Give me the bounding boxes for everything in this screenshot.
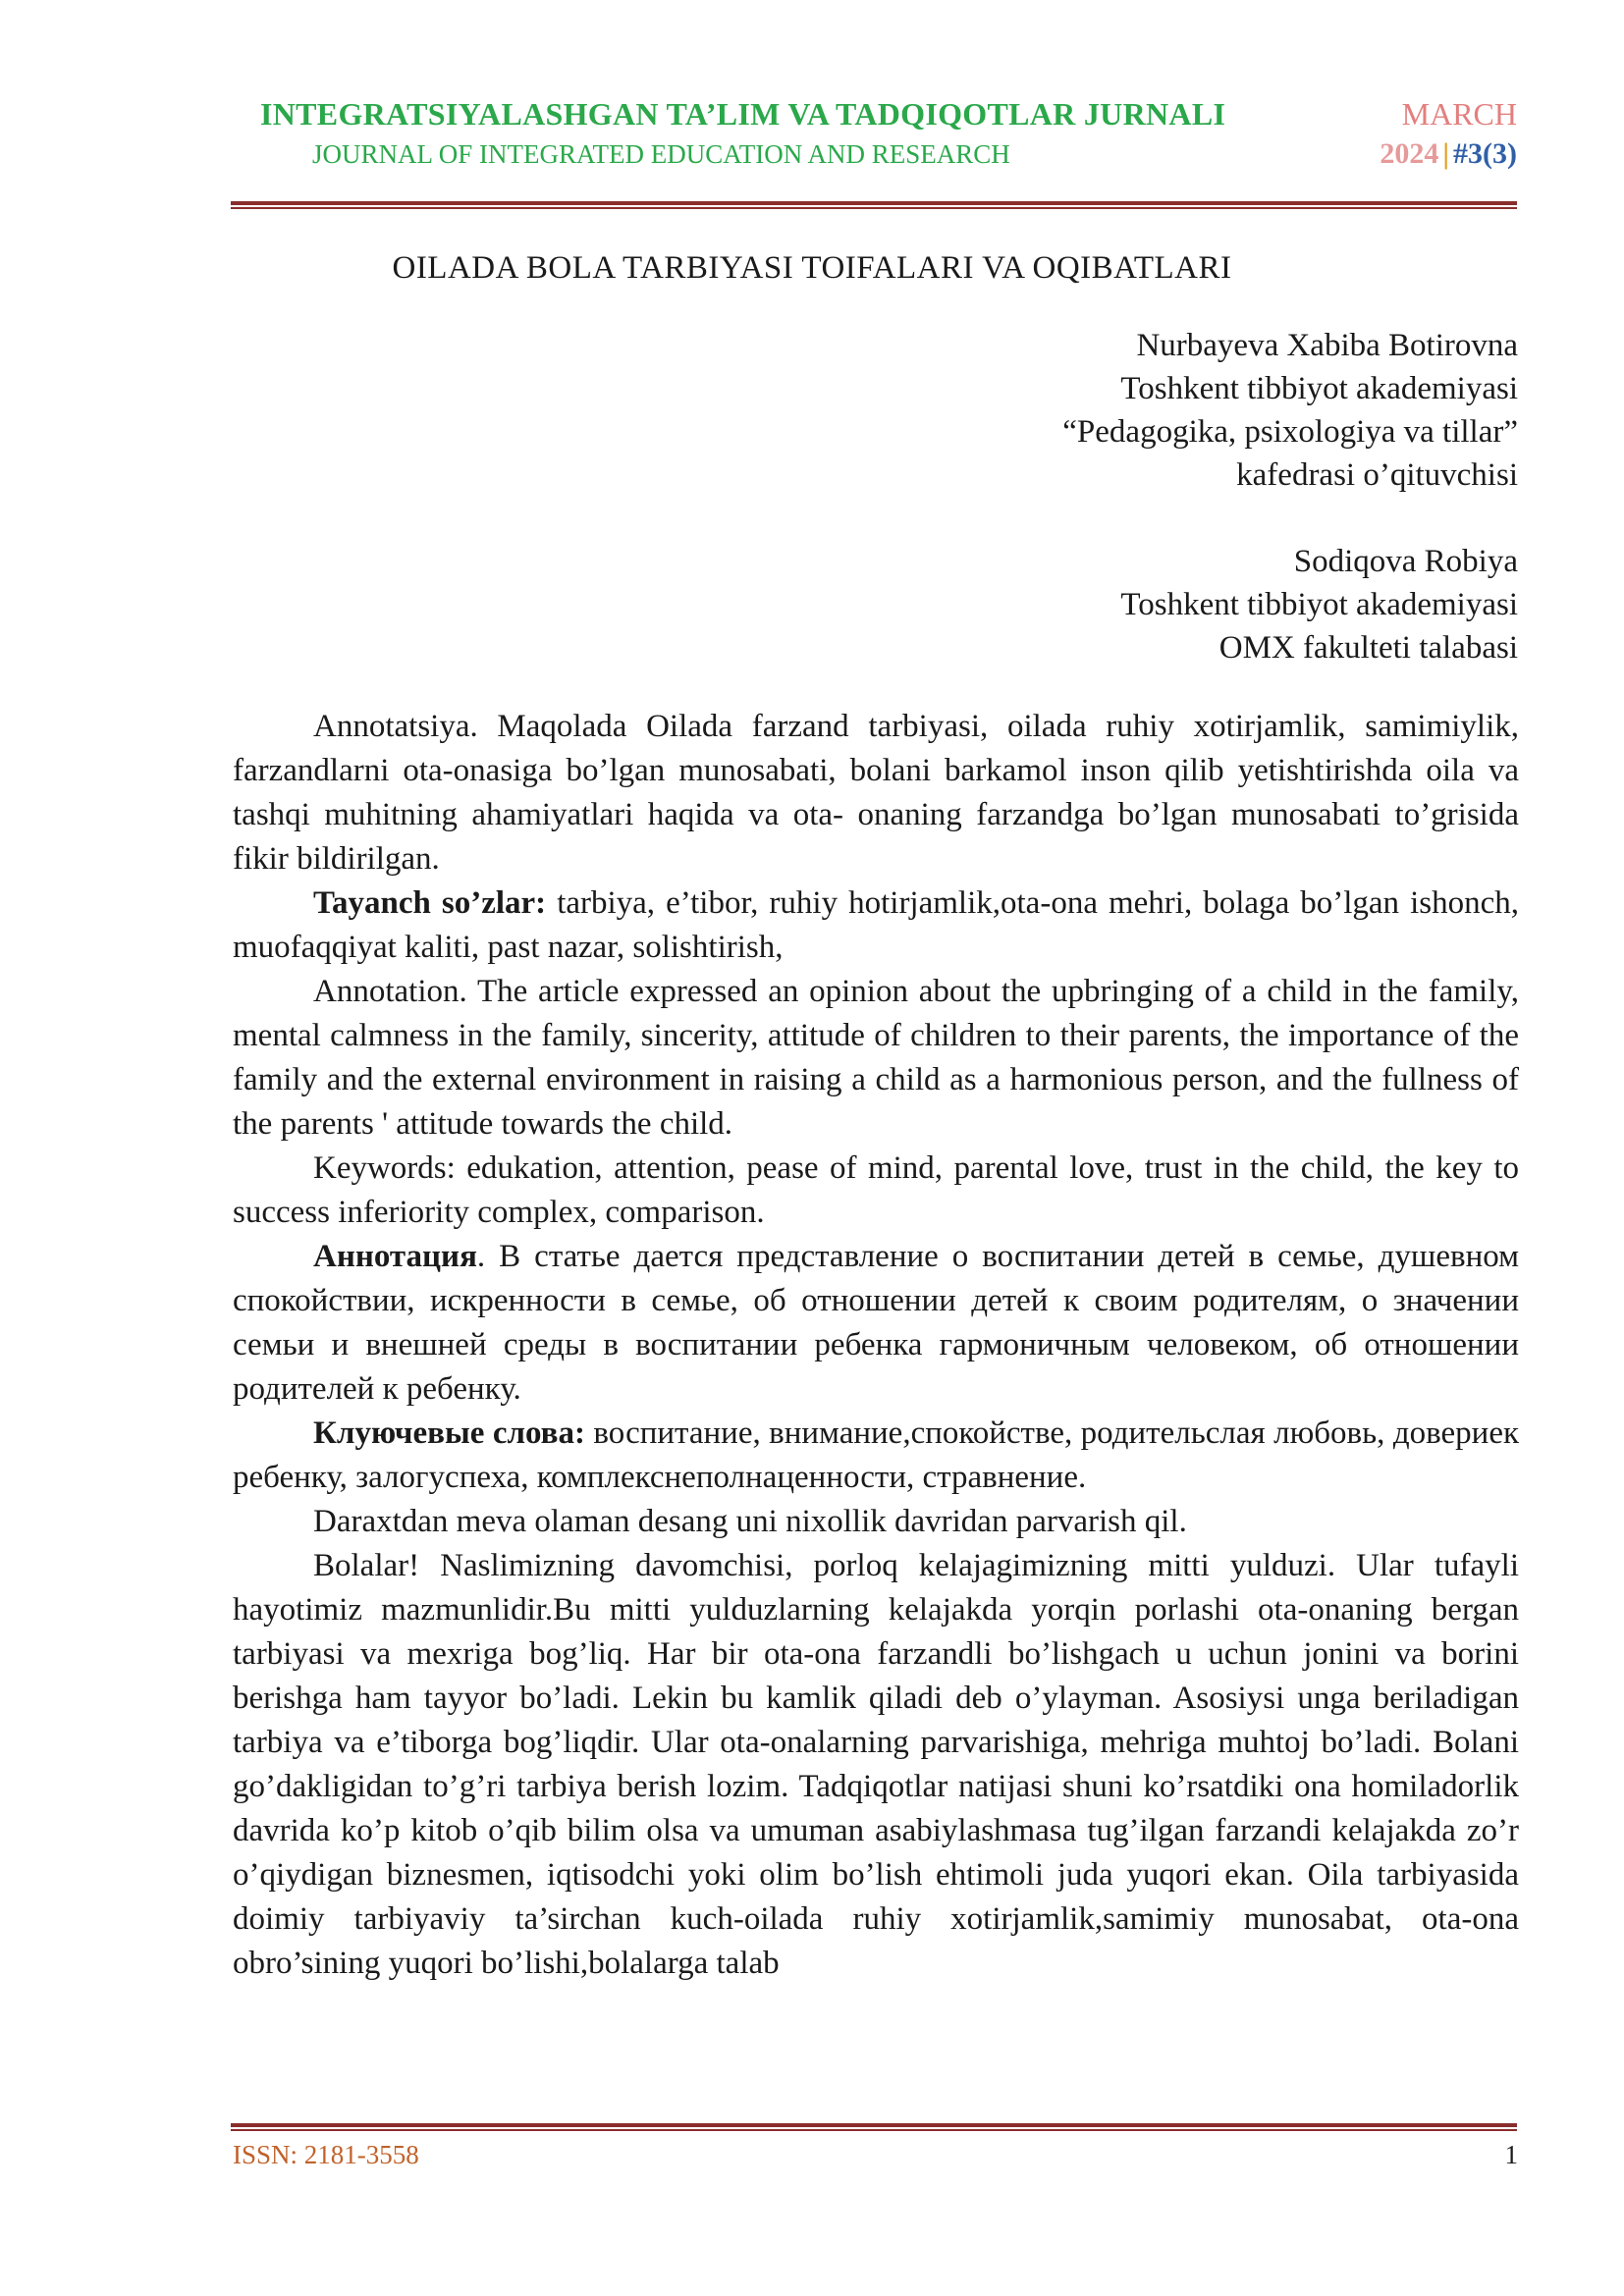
article-content <box>233 705 1519 1986</box>
issue-month: MARCH <box>1401 96 1517 132</box>
body-paragraph: Daraxtdan meva olaman desang uni nixollik davridan parvarish qil. <box>313 1504 1187 1539</box>
author-department: “Pedagogika, psixologiya va tillar” <box>1062 414 1518 450</box>
author-affiliation: Toshkent tibbiyot akademiyasi <box>1120 371 1518 406</box>
keywords-uz-text: tarbiya, e’tibor, ruhiy hotirjamlik,ota-ona mehri, bolaga bo’lgan ishonch, muofaqqiyat kaliti, past nazar, solishtirish, <box>233 885 1519 965</box>
page-number: 1 <box>1504 2140 1518 2169</box>
abstract-en-text: The article expressed an opinion about the upbringing of a child in the family, mental calmness in the family, sincerity, attitude of children to their parents, the importance of the family and the external environment in raising a child as a harmonious person, and the fullness of the parents ' attitude towards the child. <box>233 974 1519 1142</box>
abstract-uz-label: Annotatsiya. <box>313 709 478 744</box>
author-name: Nurbayeva Xabiba Botirovna <box>1136 328 1518 363</box>
journal-title-en: JOURNAL OF INTEGRATED EDUCATION AND RESEARCH <box>312 139 1010 169</box>
article-title: OILADA BOLA TARBIYASI TOIFALARI VA OQIBATLARI <box>392 250 1232 286</box>
author-position: OMX fakulteti talabasi <box>1218 630 1518 666</box>
issue-info <box>1380 137 1517 171</box>
author-affiliation: Toshkent tibbiyot akademiyasi <box>1120 587 1518 622</box>
body-paragraph: Bolalar! Naslimizning davomchisi, porloq kelajagimizning mitti yulduzi. Ular tufayli hayotimiz mazmunlidir.Bu mitti yulduzlarning kelajakda yorqin porlashi ota-onaning bergan tarbiyasi va mexriga bog’liq. Har bir ota-ona farzandli bo’lishgach u uchun jonini va borini berishga ham tayyor bo’ladi. Lekin bu kamlik qiladi deb o’ylayman. Asosiysi unga beriladigan tarbiya va e’tiborga bog’liqdir. Ular ota-onalarning parvarishiga, mehriga muhtoj bo’ladi. Bolani go’dakligidan to’g’ri tarbiya berish lozim. Tadqiqotlar natijasi shuni ko’rsatdiki ona homiladorlik davrida ko’p kitob o’qib bilim olsa va umuman asabiylashmasa tug’ilgan farzandi kelajakda zo’r o’qiydigan biznesmen, iqtisodchi yoki olim bo’lish ehtimoli juda yuqori ekan. Oila tarbiyasida doimiy tarbiyaviy ta’sirchan kuch-oilada ruhiy xotirjamlik,samimiy munosabat, ota-ona obro’sining yuqori bo’lishi,bolalarga talab <box>233 1548 1519 1981</box>
keywords-ru-text: воспитание, внимание,спокойстве, родительслая любовь, довериек ребенку, залогуспеха, комплекснеполнаценности, стравнение. <box>233 1415 1519 1495</box>
footer-rule <box>231 2123 1517 2127</box>
keywords-uz <box>233 881 1519 970</box>
abstract-uz <box>233 705 1519 881</box>
keywords-ru-label: Клуючевые слова: <box>313 1415 585 1451</box>
author-position: kafedrasi o’qituvchisi <box>1236 457 1518 493</box>
keywords-en <box>233 1147 1519 1235</box>
abstract-ru <box>233 1235 1519 1412</box>
abstract-uz-text: Maqolada Oilada farzand tarbiyasi, oilada ruhiy xotirjamlik, samimiylik, farzandlarni ota-onasiga bo’lgan munosabati, bolani barkamol inson qilib yetishtirishda oila va tashqi muhitning ahamiyatlari haqida va ota- onaning farzandga bo’lgan munosabati to’grisida fikir bildirilgan. <box>233 709 1519 877</box>
footer-rule-thin <box>231 2129 1517 2131</box>
issue-year: 2024 <box>1380 137 1439 170</box>
header-rule <box>231 201 1517 205</box>
abstract-en <box>233 970 1519 1147</box>
abstract-ru-label: Аннотация <box>313 1239 477 1274</box>
abstract-en-label: Annotation. <box>313 974 467 1009</box>
keywords-en-label: Keywords: <box>313 1150 456 1186</box>
abstract-ru-text: . В статье дается представление о воспитании детей в семье, душевном спокойствии, искренности в семье, об отношении детей к своим родителям, о значении семьи и внешней среды в воспитании ребенка гармоничным человеком, об отношении родителей к ребенку. <box>233 1239 1519 1407</box>
issue-separator: | <box>1442 137 1450 170</box>
header-rule-thin <box>231 207 1517 209</box>
author-name: Sodiqova Robiya <box>1293 544 1518 579</box>
author-2 <box>1062 540 1518 669</box>
author-1 <box>1062 324 1518 497</box>
issn: ISSN: 2181-3558 <box>233 2140 419 2169</box>
authors-block <box>1062 324 1518 713</box>
journal-title-uz: INTEGRATSIYALASHGAN TA’LIM VA TADQIQOTLAR JURNALI <box>260 96 1226 132</box>
keywords-ru <box>233 1412 1519 1500</box>
keywords-uz-label: Tayanch so’zlar: <box>313 885 547 921</box>
keywords-en-text: edukation, attention, pease of mind, parental love, trust in the child, the key to success inferiority complex, comparison. <box>233 1150 1519 1230</box>
journal-header <box>231 96 1517 185</box>
issue-number: #3(3) <box>1453 137 1517 170</box>
